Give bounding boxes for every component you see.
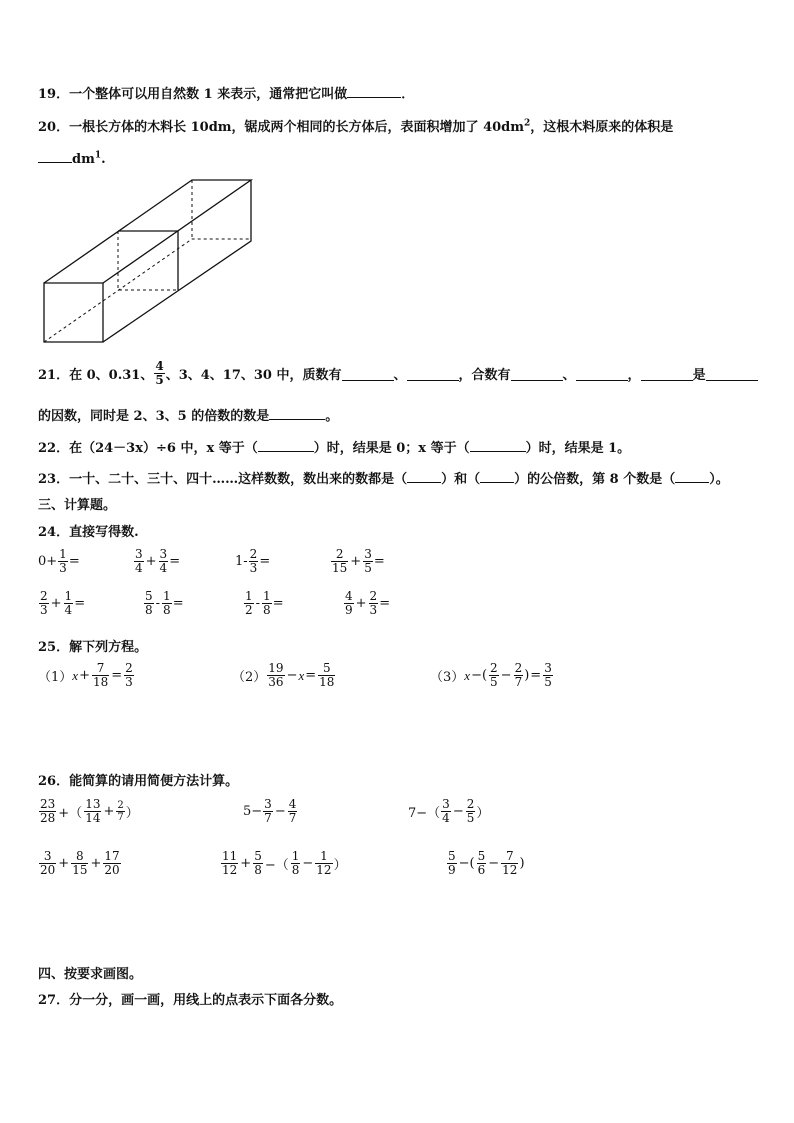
- answer-blank[interactable]: [38, 148, 72, 163]
- q24-item: $\frac{2}{3}$ + $\frac{1}{4}$ =: [40, 589, 86, 617]
- equation-2: （2） $\frac{19}{36}$ − x = $\frac{5}{18}$: [232, 661, 335, 689]
- question-20: 20．一根长方体的木料长 10dm，锯成两个相同的长方体后，表面积增加了 $40dm^2$，这根木料原来的体积是: [38, 118, 674, 135]
- q26-item-e: $\frac{11}{12}$ + $\frac{5}{8}$ −（ $\frac{1}{8}$ − $\frac{1}{12}$ ）: [222, 849, 347, 877]
- answer-blank[interactable]: [407, 366, 459, 381]
- q24-item: $\frac{1}{2}$ - $\frac{1}{8}$ =: [245, 589, 284, 617]
- question-24-title: 24．直接写得数.: [38, 525, 139, 540]
- answer-blank[interactable]: [258, 437, 314, 452]
- question-22: 22．在（24－3x）÷6 中，x 等于（ ）时，结果是 0；x 等于（ ）时，结果是 1。: [38, 437, 630, 456]
- q26-item-c: 7−（ $\frac{3}{4}$ − $\frac{2}{5}$ ）: [408, 797, 490, 825]
- answer-blank[interactable]: [675, 468, 709, 483]
- equation-3: （3） x −( $\frac{2}{5}$ − $\frac{2}{7}$ ) = $\frac{3}{5}$: [430, 661, 552, 689]
- question-25-title: 25．解下列方程。: [38, 640, 148, 655]
- q24-item: $\frac{5}{8}$ - $\frac{1}{8}$ =: [145, 589, 184, 617]
- q24-item: $\frac{3}{4}$ + $\frac{3}{4}$ =: [135, 547, 181, 575]
- q26-item-d: $\frac{3}{20}$ + $\frac{8}{15}$ + $\frac{17}{20}$: [40, 849, 120, 877]
- answer-blank[interactable]: [407, 468, 441, 483]
- cuboid-figure: [40, 176, 255, 346]
- section-3-heading: 三、计算题。: [38, 498, 117, 513]
- answer-blank[interactable]: [342, 366, 394, 381]
- answer-blank[interactable]: [511, 366, 563, 381]
- answer-blank[interactable]: [347, 83, 401, 98]
- section-4-heading: 四、按要求画图。: [38, 967, 143, 982]
- q24-item: $\frac{4}{9}$ + $\frac{2}{3}$ =: [345, 589, 391, 617]
- answer-blank[interactable]: [470, 437, 526, 452]
- q26-item-f: $\frac{5}{9}$ −( $\frac{5}{6}$ − $\frac{7}{12}$ ): [448, 849, 525, 877]
- question-27: 27．分一分，画一画，用线上的点表示下面各分数。: [38, 993, 343, 1008]
- question-26-title: 26．能简算的请用简便方法计算。: [38, 774, 239, 789]
- q26-item-b: 5− $\frac{3}{7}$ − $\frac{4}{7}$: [243, 797, 297, 825]
- fraction: $\frac{4}{5}$: [155, 359, 164, 387]
- q26-item-a: $\frac{23}{28}$ +（ $\frac{13}{14}$ + $\frac{2}{7}$ ）: [40, 797, 139, 825]
- question-21-line2: 的因数，同时是 2、3、5 的倍数的数是 。: [38, 405, 338, 424]
- equation-1: （1） x + $\frac{7}{18}$ = $\frac{2}{3}$: [38, 661, 133, 689]
- answer-blank[interactable]: [480, 468, 514, 483]
- question-20-line2: $dm^1$.: [38, 148, 106, 167]
- answer-blank[interactable]: [706, 366, 758, 381]
- question-21: 21．在 0、0.31、 $\frac{4}{5}$ 、3、4、17、30 中，质数有 、 ，合数有 、 ， 是: [38, 360, 758, 387]
- answer-blank[interactable]: [576, 366, 628, 381]
- question-19: 19．一个整体可以用自然数 1 来表示，通常把它叫做 ．: [38, 83, 414, 102]
- answer-blank[interactable]: [641, 366, 693, 381]
- q24-item: 1- $\frac{2}{3}$ =: [235, 547, 271, 575]
- q24-item: $\frac{2}{15}$ + $\frac{3}{5}$ =: [332, 547, 385, 575]
- q24-item: 0+ $\frac{1}{3}$ =: [38, 547, 80, 575]
- question-23: 23．一十、二十、三十、四十……这样数数，数出来的数都是（ ）和（ ）的公倍数，第 8 个数是（ ）。: [38, 468, 729, 487]
- answer-blank[interactable]: [269, 405, 325, 420]
